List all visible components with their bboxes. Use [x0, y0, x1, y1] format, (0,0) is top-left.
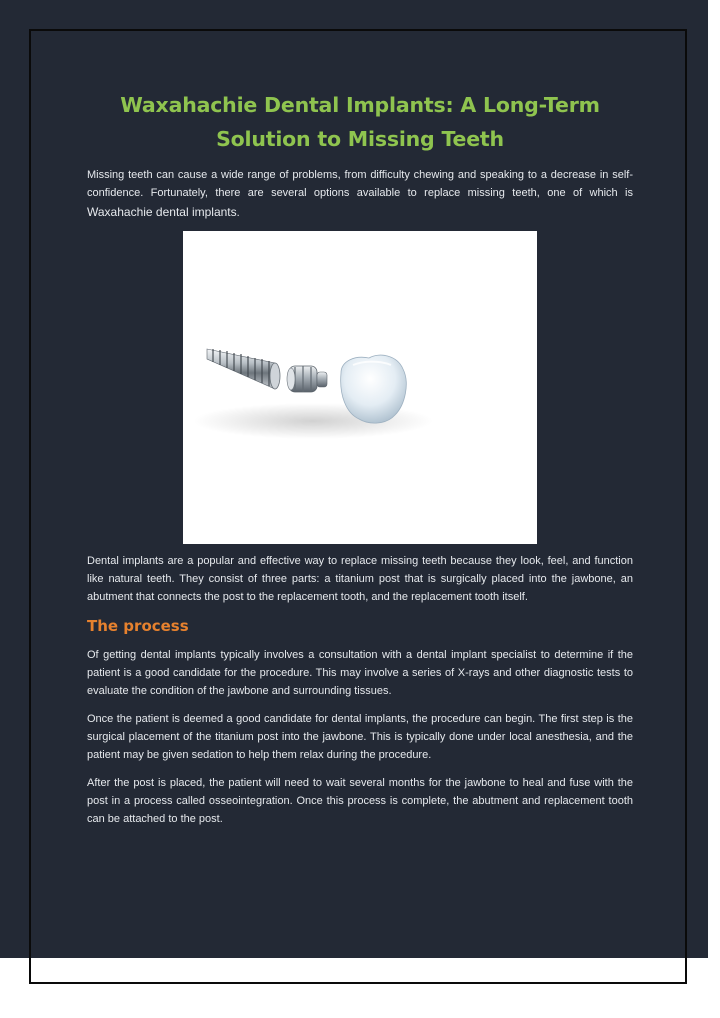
replacement-crown: [341, 355, 407, 423]
process-paragraph-3: After the post is placed, the patient will need to wait several months for the jawbone to heal and fuse with the post in a process called osseointegration. Once this process is complete, the abutment and replacement tooth can be attached to the post.: [87, 776, 633, 826]
implants-paragraph: Dental implants are a popular and effective way to replace missing teeth because they look, feel, and function like natural teeth. They consist of three parts: a titanium post that is surgically placed into the jawbone, an abutment that connects the post to the replacement tooth, and the replacement tooth itself.: [87, 554, 633, 604]
article-title: [87, 88, 633, 156]
process-paragraph-1: Of getting dental implants typically involves a consultation with a dental implant specialist to determine if the patient is a good candidate for the procedure. This may involve a series of X-rays and other diagnostic tests to evaluate the condition of the jawbone and surrounding tissues.: [87, 648, 633, 698]
implant-illustration: [183, 231, 537, 544]
titanium-post-screw: [207, 349, 280, 389]
dental-implant-image: [183, 231, 537, 544]
intro-end: .: [236, 206, 240, 219]
section-heading-process: The process: [87, 616, 189, 635]
article-body: [87, 88, 633, 828]
intro-text: Missing teeth can cause a wide range of problems, from difficulty chewing and speaking to a decrease in self-confidence. Fortunately, there are several options available to replace missing teeth, one of which is: [87, 169, 633, 200]
title-line-2: Solution to Missing Teeth: [216, 127, 504, 151]
intro-paragraph: [87, 166, 633, 222]
title-line-1: Waxahachie Dental Implants: A Long-Term: [120, 93, 600, 117]
intro-keyword: Waxahachie dental implants: [87, 204, 237, 219]
abutment-connector: [287, 366, 327, 392]
process-paragraph-2: Once the patient is deemed a good candidate for dental implants, the procedure can begin. The first step is the surgical placement of the titanium post into the jawbone. This is typically done under local anesthesia, and the patient may be given sedation to help them relax during the procedure.: [87, 712, 633, 762]
